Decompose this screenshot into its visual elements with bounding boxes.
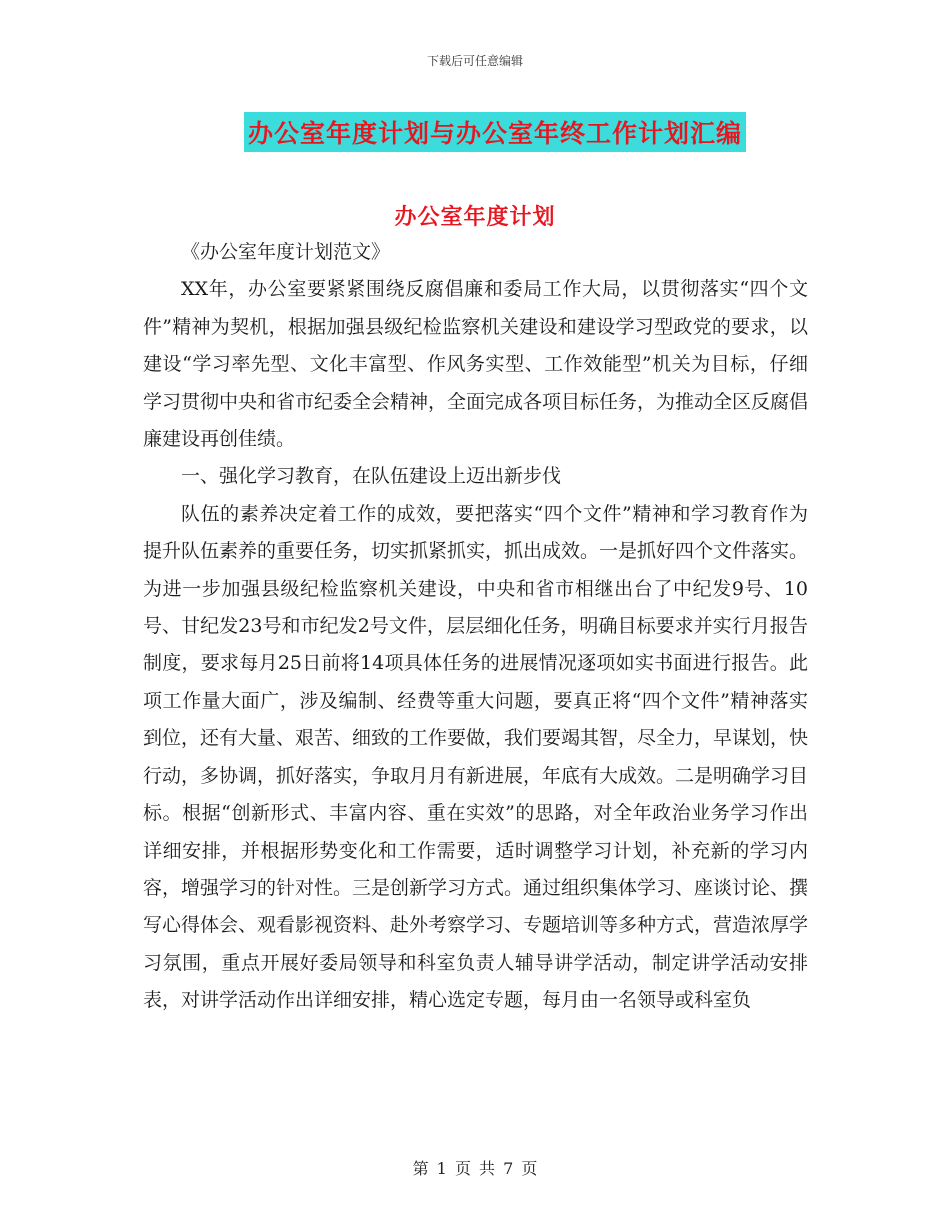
page-header-note: 下载后可任意编辑	[426, 54, 523, 68]
paragraph-heading-one: 一、强化学习教育，在队伍建设上迈出新步伐	[181, 465, 562, 488]
section-title: 办公室年度计划	[394, 204, 556, 230]
document-title: 办公室年度计划与办公室年终工作计划汇编	[244, 112, 746, 152]
document-title-container	[0, 112, 950, 152]
page-number-footer: 第 1 页 共 7 页	[412, 1159, 538, 1178]
document-body	[143, 234, 808, 1020]
paragraph-source-title: 《办公室年度计划范文》	[181, 241, 391, 263]
paragraph-body-one: 队伍的素养决定着工作的成效，要把落实“四个文件”精神和学习教育作为提升队伍素养的重要任务，切实抓紧抓实，抓出成效。一是抓好四个文件落实。为进一步加强县级纪检监察机关建设，中央和省市相继出台了中纪发9号、10号、甘纪发23号和市纪发2号文件，层层细化任务，明确目标要求并实行月报告制度，要求每月25日前将14项具体任务的进展情况逐项如实书面进行报告。此项工作量大面广，涉及编制、经费等重大问题，要真正将“四个文件”精神落实到位，还有大量、艰苦、细致的工作要做，我们要竭其智，尽全力，早谋划，快行动，多协调，抓好落实，争取月月有新进展，年底有大成效。二是明确学习目标。根据“创新形式、丰富内容、重在实效”的思路，对全年政治业务学习作出详细安排，并根据形势变化和工作需要，适时调整学习计划，补充新的学习内容，增强学习的针对性。三是创新学习方式。通过组织集体学习、座谈讨论、撰写心得体会、观看影视资料、赴外考察学习、专题培训等多种方式，营造浓厚学习氛围，重点开展好委局领导和科室负责人辅导讲学活动，制定讲学活动安排表，对讲学活动作出详细安排，精心选定专题，每月由一名领导或科室负	[143, 502, 809, 1012]
paragraph-intro: XX年，办公室要紧紧围绕反腐倡廉和委局工作大局，以贯彻落实“四个文件”精神为契机，根据加强县级纪检监察机关建设和建设学习型政党的要求，以建设“学习率先型、文化丰富型、作风务实型、工作效能型”机关为目标，仔细学习贯彻中央和省市纪委全会精神，全面完成各项目标任务，为推动全区反腐倡廉建设再创佳绩。	[143, 278, 809, 451]
